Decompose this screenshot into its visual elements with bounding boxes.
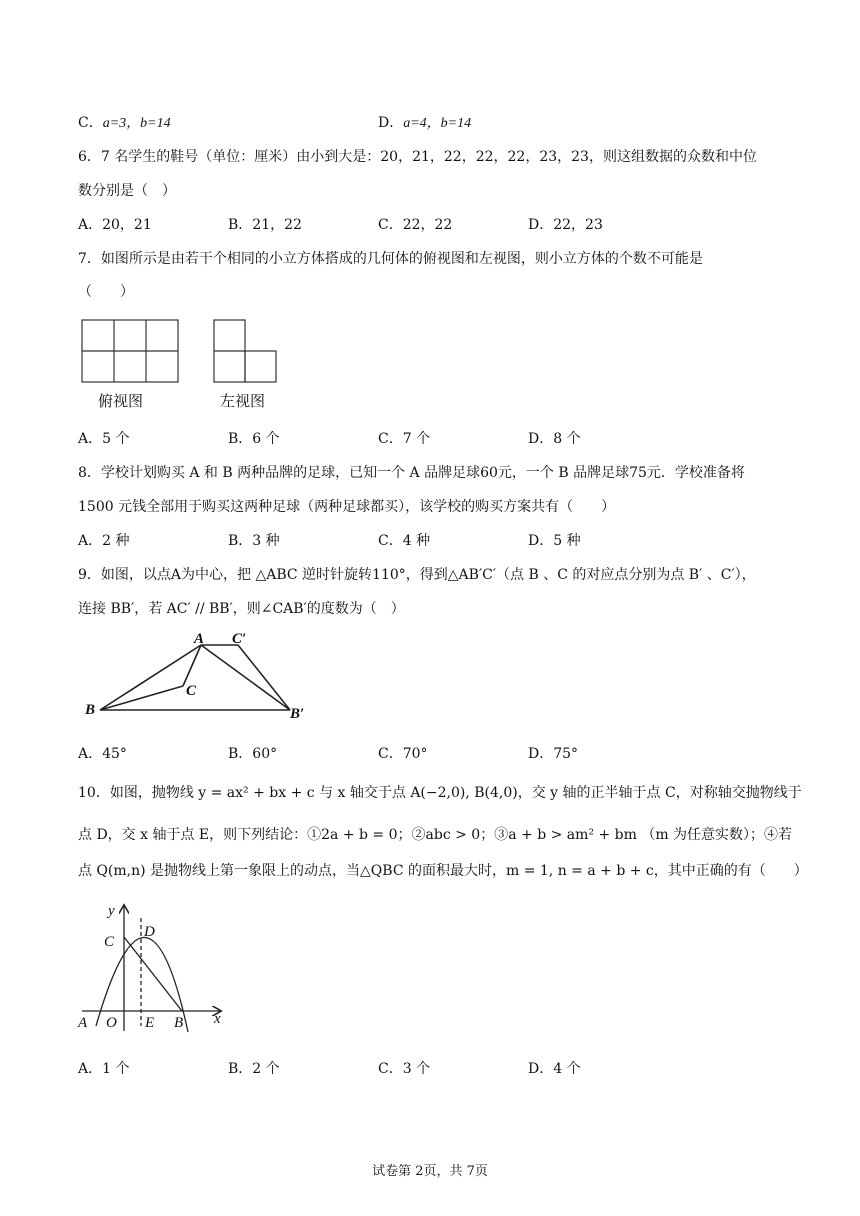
q7-option-c: C．7 个	[378, 431, 431, 447]
page-footer: 试卷第 2页，共 7页	[372, 1164, 488, 1179]
q8-stem-line1: 8．学校计划购买 A 和 B 两种品牌的足球，已知一个 A 品牌足球60元，一个 B 品牌足球75元．学校准备将	[78, 465, 745, 481]
q6-option-b: B．21，22	[228, 217, 302, 233]
point-b-label: B	[85, 702, 96, 718]
q10-stem-line3: 点 Q(m,n) 是抛物线上第一象限上的动点，当△QBC 的面积最大时，m = 1, n = a + b + c，其中正确的有（ ）	[78, 863, 808, 879]
q10-option-c: C．3 个	[378, 1061, 431, 1077]
q8-option-a: A．2 种	[78, 533, 130, 549]
q10-parabola-figure	[72, 896, 232, 1034]
point-d-label: D	[144, 924, 155, 940]
left-view-grid	[214, 320, 276, 382]
point-b-prime-label: B′	[290, 706, 305, 722]
origin-label: O	[106, 1015, 117, 1031]
q9-option-a: A．45°	[78, 746, 127, 762]
top-view-grid	[82, 320, 178, 382]
point-b-label: B	[174, 1015, 184, 1031]
q10-option-d: D．4 个	[528, 1061, 581, 1077]
q8-stem-line2: 1500 元钱全部用于购买这两种足球（两种足球都买），该学校的购买方案共有（ ）	[78, 499, 616, 515]
segment-bc	[100, 686, 183, 710]
q6-stem-line1: 6．7 名学生的鞋号（单位：厘米）由小到大是：20，21，22，22，22，23，23，则这组数据的众数和中位	[78, 149, 757, 165]
q7-option-d: D．8 个	[528, 431, 581, 447]
q8-option-c: C．4 种	[378, 533, 431, 549]
q7-option-a: A．5 个	[78, 431, 130, 447]
q5-option-c: C．a=3，b=14	[78, 115, 171, 131]
point-a-label: A	[194, 631, 205, 647]
q9-rotation-figure	[80, 630, 320, 722]
q9-option-d: D．75°	[528, 746, 579, 762]
q6-stem-line2: 数分别是（ ）	[78, 183, 176, 199]
q7-stem-line2: （ ）	[78, 284, 134, 300]
q9-option-b: B．60°	[228, 746, 278, 762]
q10-option-a: A．1 个	[78, 1061, 130, 1077]
q6-option-a: A．20，21	[78, 217, 152, 233]
q10-option-b: B．2 个	[228, 1061, 280, 1077]
q9-stem-line2: 连接 BB′，若 AC′ // BB′，则∠CAB′的度数为（ ）	[78, 601, 405, 617]
q10-stem-line2: 点 D，交 x 轴于点 E，则下列结论：①2a + b = 0；②abc > 0；③a + b > am² + bm （m 为任意实数）；④若	[78, 827, 793, 843]
q7-option-b: B．6 个	[228, 431, 280, 447]
point-c-label: C	[186, 683, 197, 699]
point-a-label: A	[78, 1015, 88, 1031]
q10-stem-line1: 10．如图，抛物线 y = ax² + bx + c 与 x 轴交于点 A(−2,0), B(4,0)，交 y 轴的正半轴于点 C，对称轴交抛物线于	[78, 785, 802, 801]
q7-stem-line1: 7．如图所示是由若干个相同的小立方体搭成的几何体的俯视图和左视图，则小立方体的个数不可能是	[78, 251, 703, 267]
q9-option-c: C．70°	[378, 746, 428, 762]
q6-option-d: D．22，23	[528, 217, 603, 233]
segment-ab	[100, 645, 201, 710]
point-c-label: C	[104, 934, 115, 950]
q8-option-d: D．5 种	[528, 533, 581, 549]
point-e-label: E	[145, 1015, 155, 1031]
q7-left-view-label: 左视图	[220, 392, 266, 410]
q5-option-d: D．a=4，b=14	[378, 115, 472, 131]
point-c-prime-label: C′	[232, 631, 247, 647]
x-axis-label: x	[214, 1011, 221, 1027]
segment-cb	[124, 937, 182, 1011]
q7-views-figure	[76, 316, 286, 388]
q8-option-b: B．3 种	[228, 533, 280, 549]
y-axis-label: y	[108, 903, 115, 919]
q6-option-c: C．22，22	[378, 217, 453, 233]
q7-top-view-label: 俯视图	[98, 392, 144, 410]
q9-stem-line1: 9．如图，以点A为中心，把 △ABC 逆时针旋转110°，得到△AB′C′（点 B 、C 的对应点分别为点 B′ 、C′），	[78, 567, 756, 583]
